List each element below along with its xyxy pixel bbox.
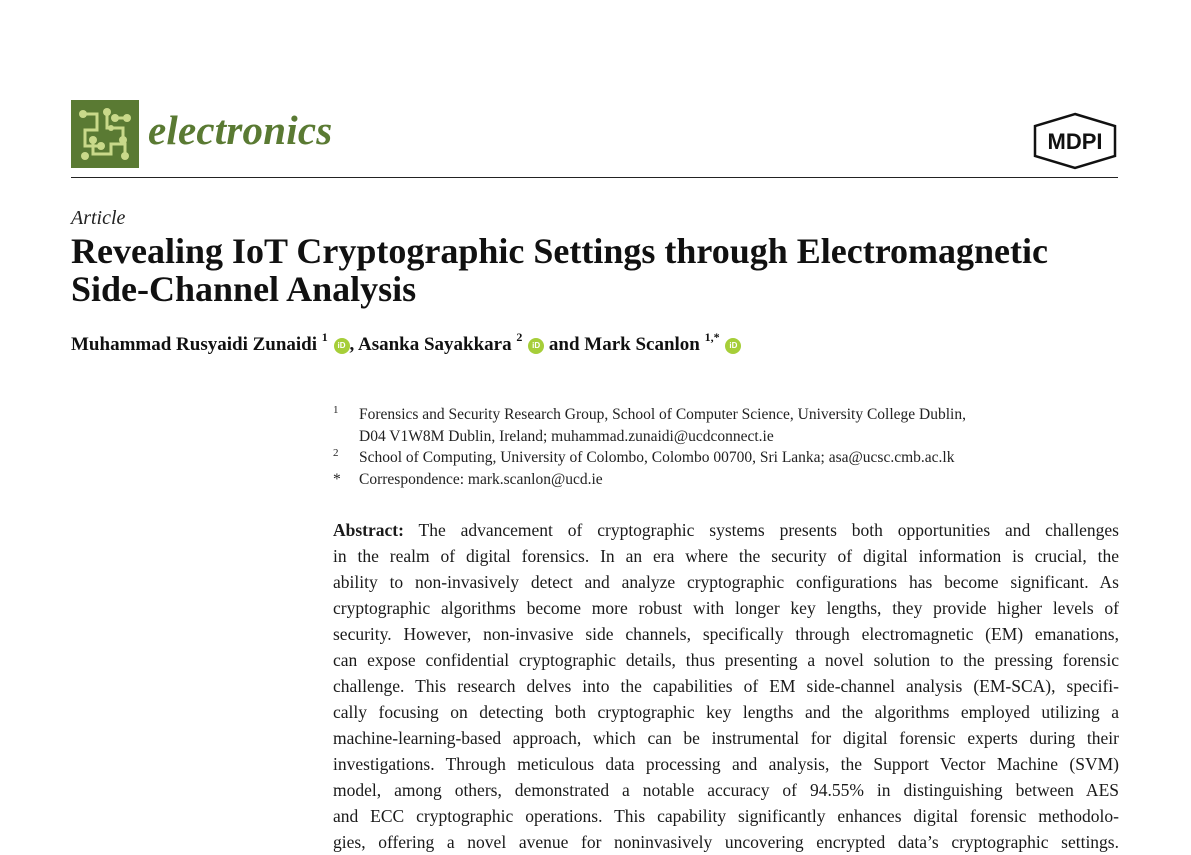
author-affiliation-mark: 1	[321, 330, 328, 344]
affiliation-text[interactable]: D04 V1W8M Dublin, Ireland; muhammad.zunaidi@ucdconnect.ie	[359, 427, 774, 445]
abstract	[333, 517, 1119, 855]
mdpi-logo-text: MDPI	[1047, 129, 1103, 154]
abstract-text: The advancement of cryptographic systems presents both opportunities and challenges	[418, 520, 1119, 540]
affiliation-item	[333, 469, 1123, 491]
author-affiliation-mark: 2	[516, 330, 523, 344]
affiliation-line[interactable]: School of Computing, University of Colombo, Colombo 00700, Sri Lanka; asa@ucsc.cmb.ac.lk	[359, 449, 955, 466]
correspondence-mark: *	[333, 470, 341, 488]
journal-logo-icon	[71, 100, 139, 168]
abstract-line	[333, 517, 1119, 543]
orcid-icon[interactable]: iD	[725, 338, 741, 354]
abstract-line: can expose confidential cryptographic details, thus presenting a novel solution to the pressing forensic	[333, 650, 1119, 670]
abstract-line: cryptographic algorithms become more robust with longer key lengths, they provide higher levels of	[333, 598, 1119, 618]
affiliation-item	[333, 447, 1123, 469]
affiliation-line	[359, 426, 1123, 448]
correspondence-line[interactable]: Correspondence: mark.scanlon@ucd.ie	[359, 470, 603, 488]
abstract-label: Abstract:	[333, 520, 404, 540]
affiliation-mark: 2	[333, 447, 339, 459]
abstract-line: ability to non-invasively detect and analyze cryptographic configurations has become significant. As	[333, 572, 1119, 592]
author-separator: ,	[349, 334, 358, 355]
title-line-2: Side-Channel Analysis	[71, 269, 417, 309]
affiliations	[333, 404, 1123, 490]
abstract-line: and ECC cryptographic operations. This capability significantly enhances digital forensic methodolo-	[333, 806, 1119, 826]
title-line-1: Revealing IoT Cryptographic Settings through Electromagnetic	[71, 231, 1048, 271]
mdpi-logo-icon	[1031, 112, 1119, 170]
author-name[interactable]: Mark Scanlon	[584, 334, 700, 355]
author-name[interactable]: Asanka Sayakkara	[357, 334, 512, 355]
abstract-line: model, among others, demonstrated a notable accuracy of 94.55% in distinguishing between AES	[333, 780, 1119, 800]
author-name[interactable]: Muhammad Rusyaidi Zunaidi	[71, 334, 318, 355]
orcid-icon[interactable]: iD	[528, 338, 544, 354]
abstract-line: machine-learning-based approach, which can be instrumental for digital forensic experts during their	[333, 728, 1119, 748]
abstract-line: investigations. Through meticulous data processing and analysis, the Support Vector Machine (SVM)	[333, 754, 1119, 774]
author-separator: and	[544, 334, 585, 355]
abstract-line: gies, offering a novel avenue for noninvasively uncovering encrypted data’s cryptographic settings.	[333, 832, 1119, 852]
abstract-line: challenge. This research delves into the capabilities of EM side-channel analysis (EM-SCA), specifi-	[333, 676, 1119, 696]
orcid-icon[interactable]: iD	[334, 338, 350, 354]
affiliation-mark: 1	[333, 404, 339, 416]
abstract-line: in the realm of digital forensics. In an era where the security of digital information is crucial, the	[333, 546, 1119, 566]
author-affiliation-mark: 1,*	[704, 330, 720, 344]
article-type: Article	[71, 207, 126, 229]
header-divider	[71, 177, 1118, 178]
journal-name: electronics	[148, 107, 333, 153]
abstract-line: cally focusing on detecting both cryptographic key lengths and the algorithms employed utilizing a	[333, 702, 1119, 722]
abstract-line: security. However, non-invasive side channels, specifically through electromagnetic (EM) emanations,	[333, 624, 1119, 644]
affiliation-item	[333, 404, 1123, 447]
author-list	[71, 330, 741, 356]
affiliation-line: Forensics and Security Research Group, School of Computer Science, University College Dublin,	[359, 406, 966, 423]
paper-title	[71, 232, 1131, 308]
